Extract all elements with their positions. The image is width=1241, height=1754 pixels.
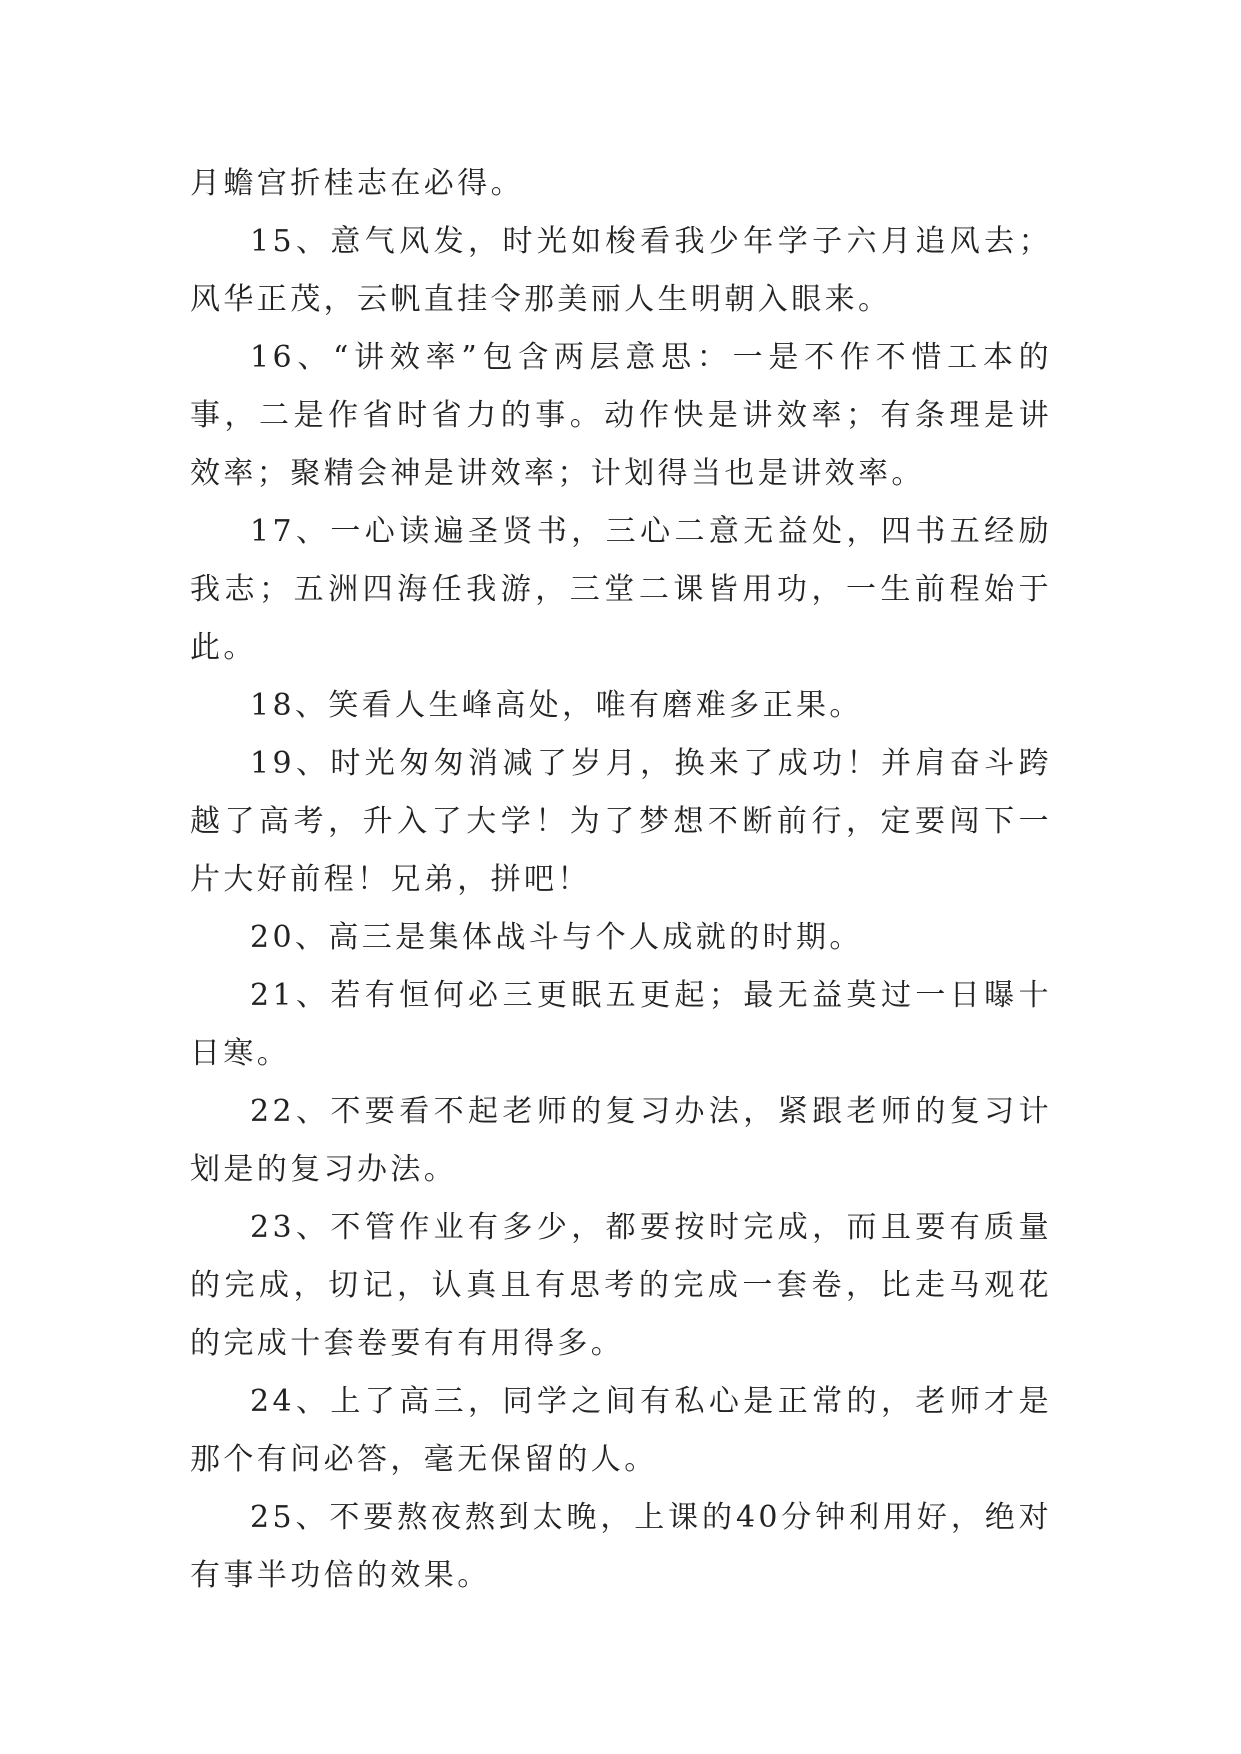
paragraph-24: 24、上了高三，同学之间有私心是正常的，老师才是那个有问必答，毫无保留的人。	[190, 1384, 1052, 1477]
paragraph-16: 16、“讲效率”包含两层意思：一是不作不惜工本的事，二是作省时省力的事。动作快是讲效率；有条理是讲效率；聚精会神是讲效率；计划得当也是讲效率。	[190, 340, 1052, 491]
paragraph-21: 21、若有恒何必三更眠五更起；最无益莫过一日曝十日寒。	[190, 978, 1052, 1071]
document-body	[190, 155, 1052, 1605]
paragraph-23: 23、不管作业有多少，都要按时完成，而且要有质量的完成，切记，认真且有思考的完成一套卷，比走马观花的完成十套卷要有有用得多。	[190, 1210, 1052, 1361]
paragraph-18: 18、笑看人生峰高处，唯有磨难多正果。	[250, 688, 863, 723]
paragraph-25: 25、不要熬夜熬到太晚，上课的40分钟利用好，绝对有事半功倍的效果。	[190, 1500, 1052, 1593]
paragraph-20: 20、高三是集体战斗与个人成就的时期。	[250, 920, 863, 955]
paragraph-17: 17、一心读遍圣贤书，三心二意无益处，四书五经励我志；五洲四海任我游，三堂二课皆用功，一生前程始于此。	[190, 514, 1052, 665]
paragraph-19: 19、时光匆匆消减了岁月，换来了成功！并肩奋斗跨越了高考，升入了大学！为了梦想不断前行，定要闯下一片大好前程！兄弟，拼吧！	[190, 746, 1052, 897]
paragraph-continuation: 月蟾宫折桂志在必得。	[190, 166, 524, 201]
paragraph-15: 15、意气风发，时光如梭看我少年学子六月追风去；风华正茂，云帆直挂令那美丽人生明朝入眼来。	[190, 224, 1052, 317]
paragraph-22: 22、不要看不起老师的复习办法，紧跟老师的复习计划是的复习办法。	[190, 1094, 1052, 1187]
